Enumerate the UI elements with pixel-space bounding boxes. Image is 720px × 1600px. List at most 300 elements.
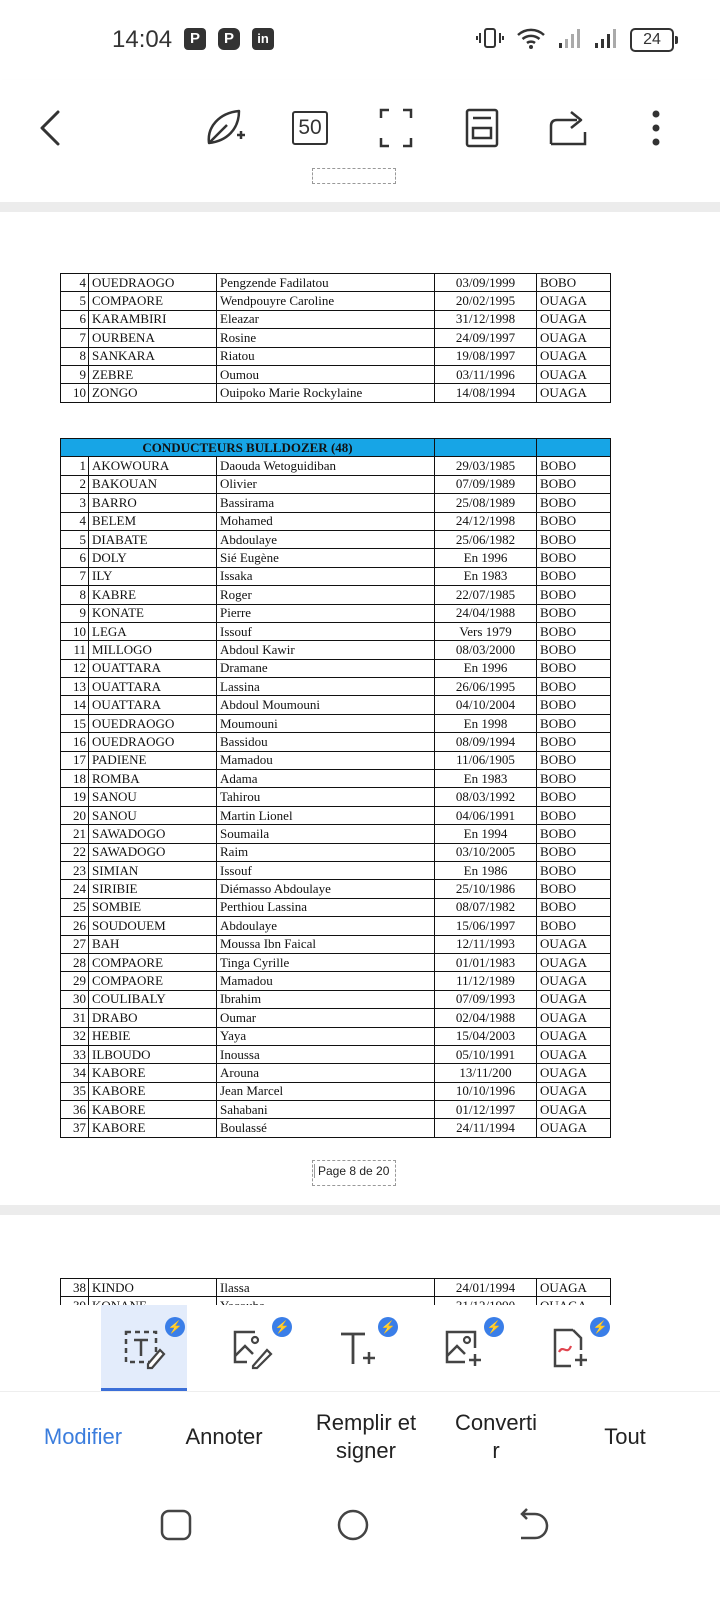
table-row [61,1009,611,1027]
surname-cell: OUATTARA [89,678,217,696]
birth-date-cell: 03/11/1996 [435,365,537,383]
birth-date-cell: En 1996 [435,659,537,677]
table-row [61,696,611,714]
city-cell: OUAGA [537,292,611,310]
share-button[interactable] [542,102,594,154]
fit-page-button[interactable] [370,102,422,154]
row-number: 27 [61,935,89,953]
given-name-cell: Oumou [217,365,435,383]
birth-date-cell: 08/03/1992 [435,788,537,806]
given-name-cell: Lassina [217,678,435,696]
table-row [61,549,611,567]
city-cell: BOBO [537,714,611,732]
add-text-tool[interactable] [314,1305,400,1391]
recent-apps-icon [159,1508,193,1542]
app-notification-icon: P [184,28,206,50]
table-row [61,1027,611,1045]
given-name-cell: Rosine [217,329,435,347]
surname-cell: SANOU [89,806,217,824]
city-cell: OUAGA [537,1082,611,1100]
birth-date-cell: 05/10/1991 [435,1045,537,1063]
row-number: 14 [61,696,89,714]
birth-date-cell: 25/08/1989 [435,494,537,512]
row-number: 21 [61,825,89,843]
birth-date-cell: 29/03/1985 [435,457,537,475]
row-number: 32 [61,1027,89,1045]
row-number: 16 [61,733,89,751]
back-nav-button[interactable] [508,1503,552,1547]
row-number: 36 [61,1101,89,1119]
zoom-level: 50 [292,111,328,145]
given-name-cell: Olivier [217,475,435,493]
table-row [61,347,611,365]
page-separator [0,202,720,212]
surname-cell: KABORE [89,1082,217,1100]
table-row [61,457,611,475]
given-name-cell: Ouipoko Marie Rockylaine [217,384,435,402]
city-cell: BOBO [537,274,611,292]
surname-cell: BELEM [89,512,217,530]
surname-cell: AKOWOURA [89,457,217,475]
city-cell: BOBO [537,880,611,898]
add-pdf-icon [547,1326,591,1370]
given-name-cell: Tahirou [217,788,435,806]
table-row [61,494,611,512]
signal-weak-icon [558,27,582,54]
fit-page-icon [379,108,413,148]
edit-image-tool[interactable] [208,1305,294,1391]
row-number: 5 [61,292,89,310]
row-number: 26 [61,917,89,935]
surname-cell: SANOU [89,788,217,806]
row-number: 29 [61,972,89,990]
reading-view-icon [465,108,499,148]
table-row [61,512,611,530]
row-number: 25 [61,898,89,916]
students-table-continued [60,273,611,403]
surname-cell: OUEDRAOGO [89,733,217,751]
premium-badge-icon: ⚡ [272,1317,292,1337]
city-cell: OUAGA [537,935,611,953]
status-bar [0,0,720,80]
surname-cell: COMPAORE [89,292,217,310]
city-cell: BOBO [537,751,611,769]
given-name-cell: Oumar [217,1009,435,1027]
birth-date-cell: 03/09/1999 [435,274,537,292]
birth-date-cell: 02/04/1988 [435,1009,537,1027]
city-cell: OUAGA [537,1101,611,1119]
city-cell: BOBO [537,659,611,677]
surname-cell: OUATTARA [89,696,217,714]
row-number: 8 [61,347,89,365]
row-number: 37 [61,1119,89,1137]
table-row [61,329,611,347]
wifi-icon [516,26,546,55]
given-name-cell: Roger [217,586,435,604]
row-number: 9 [61,604,89,622]
table-row [61,898,611,916]
surname-cell: KONATE [89,604,217,622]
city-cell: OUAGA [537,1045,611,1063]
table-row [61,622,611,640]
recent-apps-button[interactable] [154,1503,198,1547]
linkedin-icon: in [252,28,274,50]
surname-cell: ILBOUDO [89,1045,217,1063]
surname-cell: SOUDOUEM [89,917,217,935]
premium-badge-icon: ⚡ [590,1317,610,1337]
more-options-button[interactable] [630,102,682,154]
row-number: 31 [61,1009,89,1027]
surname-cell: PADIENE [89,751,217,769]
row-number: 35 [61,1082,89,1100]
given-name-cell: Mohamed [217,512,435,530]
surname-cell: SOMBIE [89,898,217,916]
row-number: 34 [61,1064,89,1082]
given-name-cell: Riatou [217,347,435,365]
row-number: 6 [61,310,89,328]
given-name-cell: Abdoul Moumouni [217,696,435,714]
city-cell: OUAGA [537,1119,611,1137]
home-icon [336,1508,370,1542]
city-cell: BOBO [537,512,611,530]
given-name-cell: Abdoul Kawir [217,641,435,659]
row-number: 19 [61,788,89,806]
surname-cell: KINDO [89,1279,217,1297]
given-name-cell: Abdoulaye [217,530,435,548]
row-number: 10 [61,622,89,640]
city-cell: BOBO [537,788,611,806]
page-separator [0,1205,720,1215]
birth-date-cell: 15/06/1997 [435,917,537,935]
tab-modifier[interactable]: Modifier [43,1424,123,1449]
table-row [61,990,611,1008]
given-name-cell: Bassidou [217,733,435,751]
row-number: 30 [61,990,89,1008]
city-cell: BOBO [537,530,611,548]
birth-date-cell: En 1996 [435,549,537,567]
city-cell: BOBO [537,733,611,751]
surname-cell: DRABO [89,1009,217,1027]
row-number: 7 [61,329,89,347]
surname-cell: KABRE [89,586,217,604]
given-name-cell: Jean Marcel [217,1082,435,1100]
surname-cell: KABORE [89,1064,217,1082]
table-row [61,972,611,990]
table-row [61,953,611,971]
table-row [61,530,611,548]
given-name-cell: Diémasso Abdoulaye [217,880,435,898]
given-name-cell: Issouf [217,861,435,879]
premium-badge-icon: ⚡ [484,1317,504,1337]
birth-date-cell: Vers 1979 [435,622,537,640]
table-row [61,788,611,806]
given-name-cell: Boulassé [217,1119,435,1137]
table-row [61,770,611,788]
surname-cell: KABORE [89,1101,217,1119]
surname-cell: KARAMBIRI [89,310,217,328]
section-title: CONDUCTEURS BULLDOZER (48) [61,439,435,457]
surname-cell: SANKARA [89,347,217,365]
ink-pen-button[interactable] [198,102,250,154]
surname-cell: SIRIBIE [89,880,217,898]
tab-tout[interactable]: Tout [604,1424,646,1449]
given-name-cell: Issouf [217,622,435,640]
row-number: 38 [61,1279,89,1297]
surname-cell: ILY [89,567,217,585]
given-name-cell: Issaka [217,567,435,585]
row-number: 4 [61,512,89,530]
given-name-cell: Wendpouyre Caroline [217,292,435,310]
given-name-cell: Moumouni [217,714,435,732]
birth-date-cell: 14/08/1994 [435,384,537,402]
table-row [61,384,611,402]
given-name-cell: Pengzende Fadilatou [217,274,435,292]
city-cell: BOBO [537,604,611,622]
given-name-cell: Abdoulaye [217,917,435,935]
table-row [61,1045,611,1063]
given-name-cell: Eleazar [217,310,435,328]
table-row [61,678,611,696]
birth-date-cell: 11/12/1989 [435,972,537,990]
battery-icon: 24 [630,28,674,52]
surname-cell: COMPAORE [89,953,217,971]
birth-date-cell: 01/12/1997 [435,1101,537,1119]
given-name-cell: Moussa Ibn Faical [217,935,435,953]
add-image-icon [441,1326,485,1370]
table-row [61,714,611,732]
birth-date-cell: 19/08/1997 [435,347,537,365]
birth-date-cell: 08/07/1982 [435,898,537,916]
birth-date-cell: En 1994 [435,825,537,843]
row-number: 7 [61,567,89,585]
edit-image-icon [229,1326,273,1370]
row-number: 23 [61,861,89,879]
city-cell: BOBO [537,641,611,659]
city-cell: BOBO [537,843,611,861]
given-name-cell: Ilassa [217,1279,435,1297]
share-icon [547,108,589,148]
table-row [61,604,611,622]
birth-date-cell: 31/12/1998 [435,310,537,328]
birth-date-cell: 08/03/2000 [435,641,537,659]
surname-cell: SAWADOGO [89,825,217,843]
city-cell: OUAGA [537,1027,611,1045]
birth-date-cell: 12/11/1993 [435,935,537,953]
city-cell: OUAGA [537,990,611,1008]
birth-date-cell: 04/10/2004 [435,696,537,714]
birth-date-cell: 26/06/1995 [435,678,537,696]
row-number: 33 [61,1045,89,1063]
given-name-cell: Adama [217,770,435,788]
surname-cell: OURBENA [89,329,217,347]
surname-cell: SAWADOGO [89,843,217,861]
tab-remplir-et-signer[interactable]: Remplir et signer [315,1410,417,1463]
row-number: 28 [61,953,89,971]
table-row [61,825,611,843]
surname-cell: COULIBALY [89,990,217,1008]
table-row [61,917,611,935]
birth-date-cell: 25/06/1982 [435,530,537,548]
city-cell: BOBO [537,494,611,512]
city-cell: OUAGA [537,953,611,971]
birth-date-cell: 22/07/1985 [435,586,537,604]
signal-icon [594,27,618,54]
birth-date-cell: 24/04/1988 [435,604,537,622]
row-number: 22 [61,843,89,861]
given-name-cell: Raim [217,843,435,861]
table-row [61,935,611,953]
add-pdf-tool[interactable] [526,1305,612,1391]
city-cell: OUAGA [537,347,611,365]
city-cell: OUAGA [537,1064,611,1082]
surname-cell: LEGA [89,622,217,640]
surname-cell: DIABATE [89,530,217,548]
reading-view-button[interactable] [456,102,508,154]
tab-annoter[interactable]: Annoter [185,1424,263,1449]
system-navigation-bar [0,1481,720,1600]
given-name-cell: Tinga Cyrille [217,953,435,971]
surname-cell: DOLY [89,549,217,567]
birth-date-cell: 04/06/1991 [435,806,537,824]
birth-date-cell: 24/12/1998 [435,512,537,530]
top-toolbar [0,80,720,174]
city-cell: OUAGA [537,310,611,328]
home-button[interactable] [331,1503,375,1547]
given-name-cell: Soumaila [217,825,435,843]
city-cell: BOBO [537,567,611,585]
birth-date-cell: 03/10/2005 [435,843,537,861]
birth-date-cell: 20/02/1995 [435,292,537,310]
given-name-cell: Inoussa [217,1045,435,1063]
status-time: 14:04 [112,26,173,53]
edit-text-icon [122,1326,166,1370]
birth-date-cell: En 1998 [435,714,537,732]
birth-date-cell: 24/11/1994 [435,1119,537,1137]
row-number: 9 [61,365,89,383]
row-number: 11 [61,641,89,659]
given-name-cell: Mamadou [217,972,435,990]
given-name-cell: Bassirama [217,494,435,512]
back-button[interactable] [24,102,76,154]
birth-date-cell: 13/11/200 [435,1064,537,1082]
table-row [61,641,611,659]
city-cell: OUAGA [537,365,611,383]
table-row [61,1101,611,1119]
more-icon [651,108,661,148]
birth-date-cell: En 1983 [435,770,537,788]
ink-pen-icon [201,105,247,151]
pdf-viewer[interactable] [0,174,720,1305]
surname-cell: ZEBRE [89,365,217,383]
back-nav-icon [513,1508,547,1542]
birth-date-cell: 24/09/1997 [435,329,537,347]
surname-cell: OUATTARA [89,659,217,677]
birth-date-cell: En 1986 [435,861,537,879]
city-cell: BOBO [537,549,611,567]
surname-cell: ROMBA [89,770,217,788]
row-number: 10 [61,384,89,402]
table-row [61,292,611,310]
row-number: 1 [61,457,89,475]
row-number: 20 [61,806,89,824]
given-name-cell: Arouna [217,1064,435,1082]
surname-cell: COMPAORE [89,972,217,990]
table-row [61,1119,611,1137]
bulldozer-drivers-table [60,438,611,1138]
city-cell: BOBO [537,898,611,916]
table-row [61,475,611,493]
birth-date-cell: 11/06/1905 [435,751,537,769]
city-cell: OUAGA [537,1279,611,1297]
birth-date-cell: En 1983 [435,567,537,585]
city-cell: OUAGA [537,329,611,347]
table-row [61,567,611,585]
header-empty-cell [435,439,537,457]
header-empty-cell [537,439,611,457]
given-name-cell: Martin Lionel [217,806,435,824]
zoom-level-button[interactable] [284,102,336,154]
row-number: 17 [61,751,89,769]
back-icon [36,108,64,148]
surname-cell: BAH [89,935,217,953]
premium-badge-icon: ⚡ [165,1317,185,1337]
surname-cell: HEBIE [89,1027,217,1045]
row-number: 24 [61,880,89,898]
row-number: 8 [61,586,89,604]
given-name-cell: Sahabani [217,1101,435,1119]
city-cell: BOBO [537,696,611,714]
surname-cell: OUEDRAOGO [89,714,217,732]
table-row [61,806,611,824]
table-section-header [61,439,611,457]
row-number: 6 [61,549,89,567]
row-number: 13 [61,678,89,696]
row-number: 5 [61,530,89,548]
tab-convertir[interactable]: Converti r [455,1410,537,1463]
city-cell: BOBO [537,622,611,640]
row-number: 2 [61,475,89,493]
edit-text-tool[interactable] [101,1305,187,1391]
given-name-cell: Mamadou [217,751,435,769]
birth-date-cell: 08/09/1994 [435,733,537,751]
row-number: 18 [61,770,89,788]
birth-date-cell: 10/10/1996 [435,1082,537,1100]
birth-date-cell: 24/01/1994 [435,1279,537,1297]
city-cell: BOBO [537,861,611,879]
prev-page-footer-box [312,168,396,184]
city-cell: BOBO [537,475,611,493]
table-row [61,880,611,898]
add-image-tool[interactable] [420,1305,506,1391]
row-number: 4 [61,274,89,292]
given-name-cell: Sié Eugène [217,549,435,567]
city-cell: BOBO [537,825,611,843]
surname-cell: OUEDRAOGO [89,274,217,292]
page-number-label: Page 8 de 20 [314,1164,389,1178]
surname-cell: ZONGO [89,384,217,402]
edit-tools-bar [0,1305,720,1391]
birth-date-cell: 07/09/1993 [435,990,537,1008]
city-cell: BOBO [537,770,611,788]
table-row [61,733,611,751]
table-row [61,310,611,328]
city-cell: BOBO [537,806,611,824]
city-cell: OUAGA [537,384,611,402]
table-row [61,861,611,879]
city-cell: BOBO [537,586,611,604]
given-name-cell: Perthiou Lassina [217,898,435,916]
birth-date-cell: 25/10/1986 [435,880,537,898]
